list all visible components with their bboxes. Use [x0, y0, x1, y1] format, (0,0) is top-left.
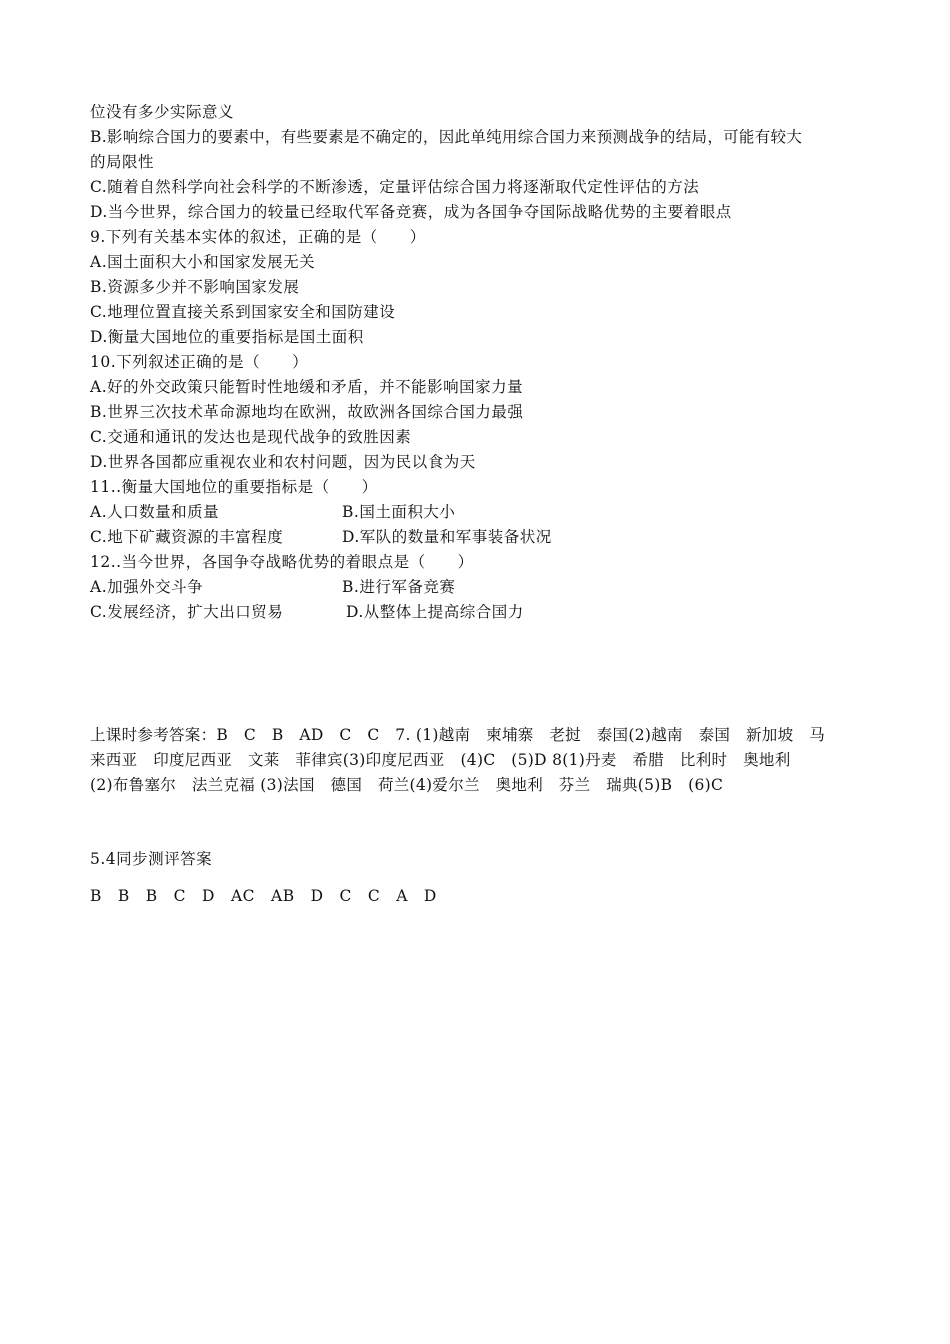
question-9-option-b: B.资源多少并不影响国家发展: [90, 278, 300, 296]
option-c-text: C.随着自然科学向社会科学的不断渗透，定量评估综合国力将逐渐取代定性评估的方法: [90, 178, 700, 196]
question-9-option-a: A.国土面积大小和国家发展无关: [90, 253, 316, 271]
question-11-option-a: A.人口数量和质量: [90, 503, 220, 521]
question-10-option-d: D.世界各国都应重视农业和农村问题，因为民以食为天: [90, 453, 476, 471]
question-10-stem: 10.下列叙述正确的是（ ）: [90, 353, 309, 371]
question-12-options-row-2: [90, 601, 524, 623]
question-12-stem: 12..当今世界，各国争夺战略优势的着眼点是（ ）: [90, 553, 474, 571]
sync-answers-title: 5.4同步测评答案: [90, 850, 213, 868]
continuation-line: 位没有多少实际意义: [90, 103, 235, 121]
question-9-stem: 9.下列有关基本实体的叙述，正确的是（ ）: [90, 228, 426, 246]
question-12-options-row-1: [90, 576, 456, 598]
previous-answers-line: 上课时参考答案：B C B AD C C 7. (1)越南 柬埔寨 老挝 泰国(2)越南 泰国 新加坡 马: [90, 726, 826, 744]
question-12-option-b: B.进行军备竞赛: [342, 578, 456, 596]
question-10-option-a: A.好的外交政策只能暂时性地缓和矛盾，并不能影响国家力量: [90, 378, 524, 396]
question-11-option-c: C.地下矿藏资源的丰富程度: [90, 528, 284, 546]
question-10-option-b: B.世界三次技术革命源地均在欧洲，故欧洲各国综合国力最强: [90, 403, 524, 421]
question-12-option-d: D.从整体上提高综合国力: [346, 603, 524, 621]
question-12-option-c: C.发展经济，扩大出口贸易: [90, 603, 284, 621]
question-11-option-b: B.国土面积大小: [342, 503, 456, 521]
question-11-stem: 11..衡量大国地位的重要指标是（ ）: [90, 478, 378, 496]
question-10-option-c: C.交通和通讯的发达也是现代战争的致胜因素: [90, 428, 412, 446]
question-9-option-d: D.衡量大国地位的重要指标是国土面积: [90, 328, 364, 346]
question-11-option-d: D.军队的数量和军事装备状况: [342, 528, 552, 546]
option-d-text: D.当今世界，综合国力的较量已经取代军备竞赛，成为各国争夺国际战略优势的主要着眼点: [90, 203, 732, 221]
question-12-option-a: A.加强外交斗争: [90, 578, 204, 596]
continuation-line: 的局限性: [90, 153, 155, 171]
previous-answers-line: 来西亚 印度尼西亚 文莱 菲律宾(3)印度尼西亚 (4)C (5)D 8(1)丹麦 希腊 比利时 奥地利: [90, 751, 791, 769]
question-11-options-row-2: [90, 526, 552, 548]
option-b-text: B.影响综合国力的要素中，有些要素是不确定的，因此单纯用综合国力来预测战争的结局，可能有较大: [90, 128, 803, 146]
question-9-option-c: C.地理位置直接关系到国家安全和国防建设: [90, 303, 396, 321]
sync-answers-list: B B B C D AC AB D C C A D: [90, 887, 437, 905]
previous-answers-line: (2)布鲁塞尔 法兰克福 (3)法国 德国 荷兰(4)爱尔兰 奥地利 芬兰 瑞典(5)B (6)C: [90, 776, 724, 794]
question-11-options-row-1: [90, 501, 456, 523]
